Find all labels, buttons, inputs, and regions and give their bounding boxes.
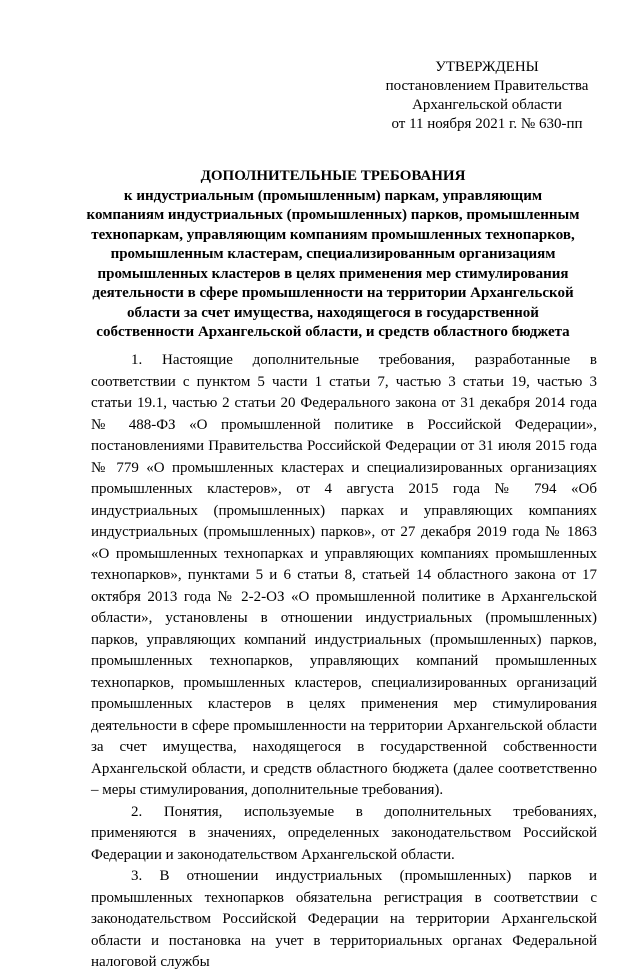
document-title-heading: ДОПОЛНИТЕЛЬНЫЕ ТРЕБОВАНИЯ [200,168,466,184]
document-title-line: промышленных кластеров в целях применения мер стимулирования [97,265,569,282]
approval-date-line: от 11 ноября 2021 г. № 630-пп [391,116,583,132]
document-title-line: собственности Архангельской области, и средств областного бюджета [96,324,570,340]
document-body [91,350,597,974]
paragraph-1: 1. Настоящие дополнительные требования, разработанные в соответствии с пунктом 5 части 1 статьи 7, частью 3 статьи 19, частью 3 статьи 19.1, частью 2 статьи 20 Федерального закона от 31 декабря 2014 года № 488-ФЗ «О промышленной политике в Российской Федерации», постановлениями Правительства Российской Федерации от 31 июля 2015 года № 779 «О промышленных кластерах и специализированных организациях промышленных кластеров», от 4 августа 2015 года № 794 «Об индустриальных (промышленных) парках и управляющих компаниях индустриальных (промышленных) парков», от 27 декабря 2019 года № 1863 «О промышленных технопарках и управляющих компаниях промышленных технопарков», пунктами 5 и 6 статьи 8, статьей 14 областного закона от 17 октября 2013 года № 2-2-ОЗ «О промышленной политике в Архангельской области», установлены в отношении индустриальных (промышленных) парков, управляющих компаний индустриальных (промышленных) парков, промышленных технопарков, управляющих компаний промышленных технопарков, промышленных кластеров, специализированных организаций промышленных кластеров в целях применения мер стимулирования деятельности в сфере промышленности на территории Архангельской области за счет имущества, находящегося в государственной собственности Архангельской области, и средств областного бюджета (далее соответственно – меры стимулирования, дополнительные требования). [91,352,597,798]
approval-line: постановлением Правительства [385,78,589,94]
document-title-line: технопаркам, управляющим компаниям промышленных технопарков, [91,226,575,243]
paragraph-3: 3. В отношении индустриальных (промышленных) парков и промышленных технопарков обязательна регистрация в соответствии с законодательством Российской Федерации на территории Архангельской области и постановка на учет в территориальных органах Федеральной налоговой службы [91,868,597,970]
document-title-line: промышленным кластерам, специализированным организациям [110,246,556,262]
approval-stamp [372,58,602,134]
document-title-line: области за счет имущества, находящегося в государственной [127,304,539,321]
document-title-line: компаниям индустриальных (промышленных) парков, промышленным [86,207,580,223]
document-title [60,167,606,343]
paragraph-2: 2. Понятия, используемые в дополнительных требованиях, применяются в значениях, определенных законодательством Российской Федерации и законодательством Архангельской области. [91,803,597,863]
approval-line: Архангельской области [412,97,562,113]
document-title-line: деятельности в сфере промышленности на территории Архангельской [92,285,574,301]
document-title-line: к индустриальным (промышленным) паркам, управляющим [123,187,543,204]
approval-title: УТВЕРЖДЕНЫ [435,59,539,75]
